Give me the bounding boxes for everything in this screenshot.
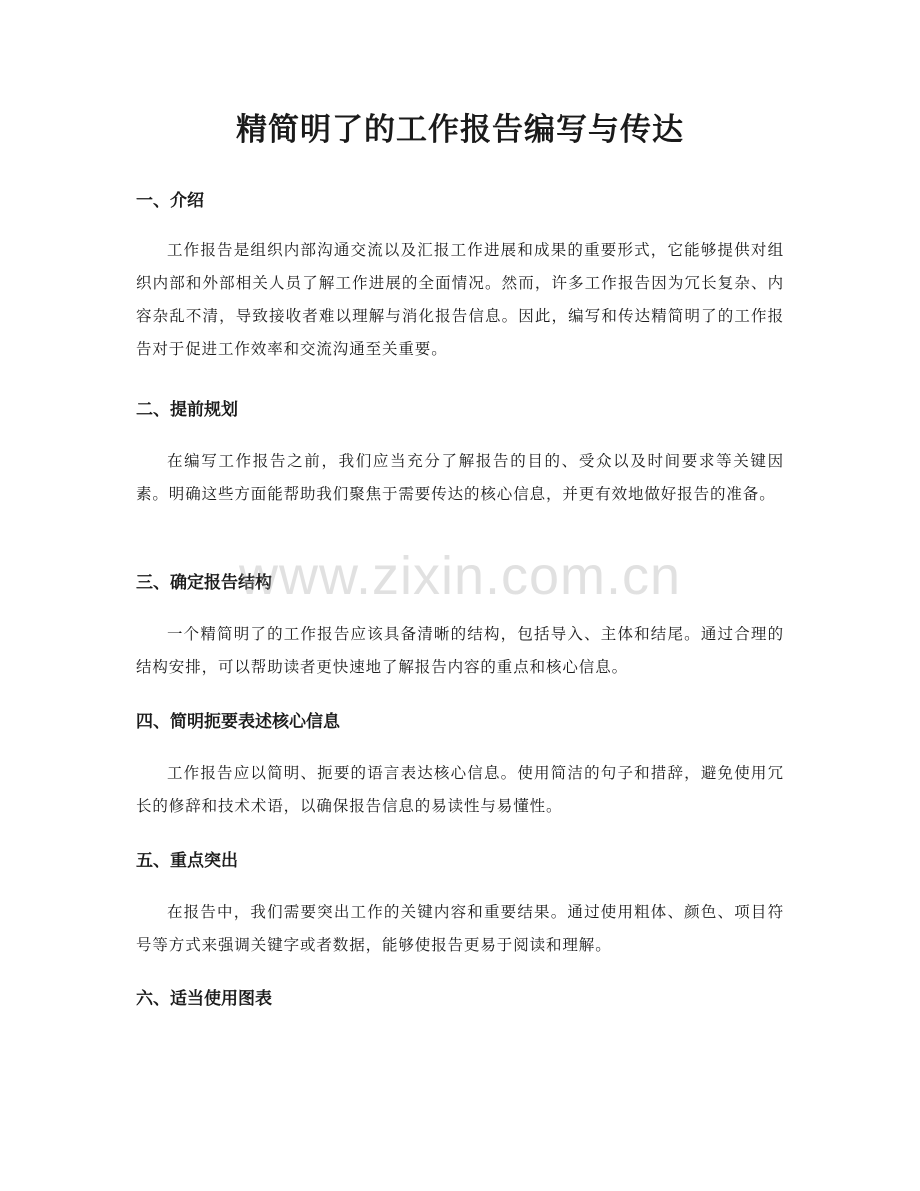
section-heading-core-info: 四、简明扼要表述核心信息 (136, 712, 340, 732)
section-heading-charts: 六、适当使用图表 (136, 989, 272, 1009)
section-paragraph-introduction: 工作报告是组织内部沟通交流以及汇报工作进展和成果的重要形式，它能够提供对组织内部和外部相关人员了解工作进展的全面情况。然而，许多工作报告因为冗长复杂、内容杂乱不清，导致接收者难以理解与消化报告信息。因此，编写和传达精简明了的工作报告对于促进工作效率和交流沟通至关重要。 (136, 241, 784, 358)
section-heading-introduction: 一、介绍 (136, 191, 204, 211)
section-paragraph-highlights: 在报告中，我们需要突出工作的关键内容和重要结果。通过使用粗体、颜色、项目符号等方式来强调关键字或者数据，能够使报告更易于阅读和理解。 (136, 903, 784, 954)
section-heading-structure: 三、确定报告结构 (136, 573, 272, 593)
section-paragraph-core-info: 工作报告应以简明、扼要的语言表达核心信息。使用简洁的句子和措辞，避免使用冗长的修辞和技术术语，以确保报告信息的易读性与易懂性。 (136, 764, 784, 815)
section-paragraph-planning: 在编写工作报告之前，我们应当充分了解报告的目的、受众以及时间要求等关键因素。明确这些方面能帮助我们聚焦于需要传达的核心信息，并更有效地做好报告的准备。 (136, 452, 784, 503)
section-heading-planning: 二、提前规划 (136, 400, 238, 420)
watermark: www.zixin.com.cn (238, 546, 682, 606)
page-title: 精简明了的工作报告编写与传达 (236, 112, 684, 148)
section-heading-highlights: 五、重点突出 (136, 851, 238, 871)
section-paragraph-structure: 一个精简明了的工作报告应该具备清晰的结构，包括导入、主体和结尾。通过合理的结构安排，可以帮助读者更快速地了解报告内容的重点和核心信息。 (136, 625, 784, 676)
